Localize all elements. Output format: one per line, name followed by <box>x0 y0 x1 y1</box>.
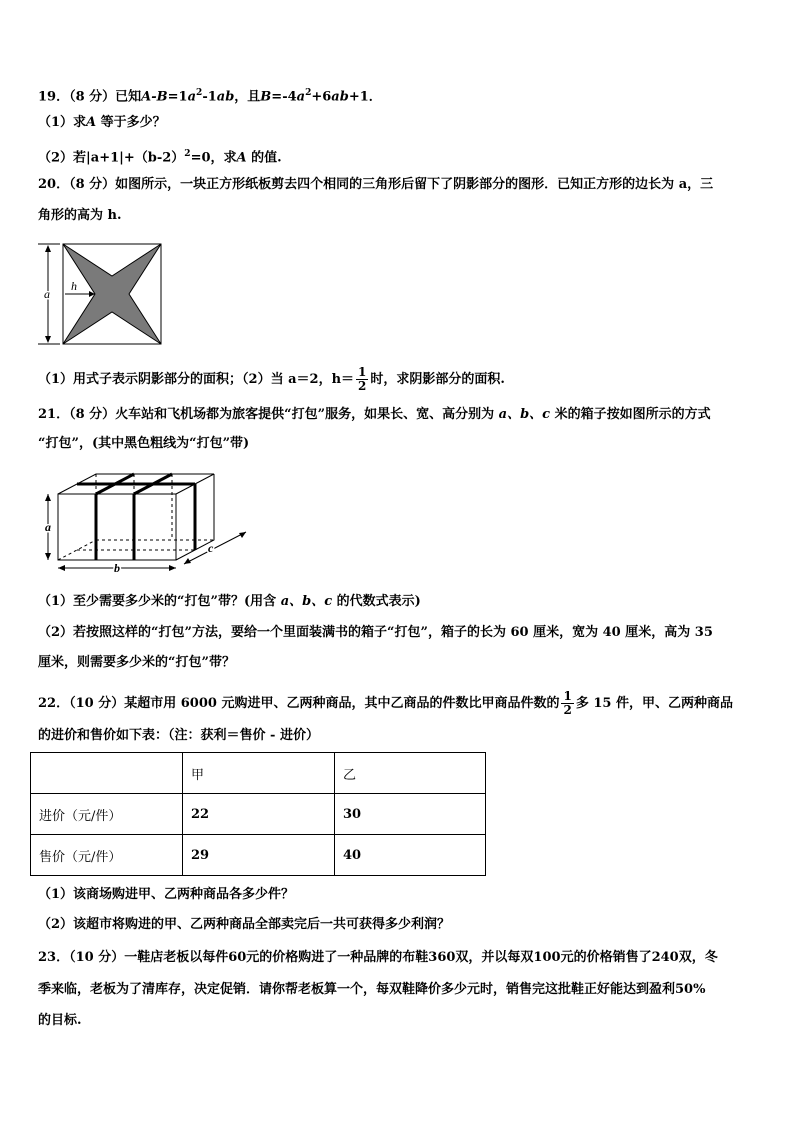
table-row <box>31 835 486 876</box>
q22-frac-num: 1 <box>563 689 572 703</box>
q21-line1-pre: 21．（8 分）火车站和飞机场都为旅客提供“打包”服务，如果长、宽、高分别为 <box>38 407 495 422</box>
table-header-row <box>31 753 486 794</box>
q22-line1-post: 多 15 件，甲、乙两种商品 <box>575 696 733 711</box>
q21-box-figure <box>38 462 258 578</box>
table-cell: 进价（元/件） <box>31 794 183 835</box>
q21-vars: a、b、c <box>498 407 551 422</box>
q21-label-a: a <box>45 520 51 534</box>
q20-star-figure <box>38 243 168 347</box>
q19-plus6: +6 <box>311 89 332 105</box>
q20-line1: 20．（8 分）如图所示，一块正方形纸板剪去四个相同的三角形后留下了阴影部分的图形．已知正方形的边长为 a，三 <box>38 177 714 192</box>
table-cell: 40 <box>335 835 486 876</box>
q21-part2-line1: （2）若按照这样的“打包”方法，要给一个里面装满书的箱子“打包”，箱子的长为 60 厘米，宽为 40 厘米，高为 35 <box>38 625 713 640</box>
q19-var-a: a <box>187 89 197 105</box>
q21-line2: “打包”，(其中黑色粗线为“打包”带) <box>38 436 250 451</box>
q19-sq: 2 <box>196 88 203 98</box>
table-cell: 售价（元/件） <box>31 835 183 876</box>
q19-part2-var: A <box>236 150 247 166</box>
q20-frac-num: 1 <box>358 365 367 379</box>
q20-label-a: a <box>44 287 50 301</box>
table-header-cell: 甲 <box>183 753 335 794</box>
q20-fraction <box>356 366 368 393</box>
q20-frac-den: 2 <box>358 379 367 393</box>
q19-sq2: 2 <box>305 88 312 98</box>
q22-line1 <box>38 690 733 717</box>
q22-line2: 的进价和售价如下表：（注：获利＝售价 - 进价） <box>38 728 319 743</box>
q21-part2-line2: 厘米，则需要多少米的“打包”带？ <box>38 655 235 670</box>
q21-part1-post: 的代数式表示) <box>336 594 421 609</box>
q19-tail: +1． <box>348 89 382 105</box>
q20-sub-post: 时，求阴影部分的面积. <box>370 372 505 387</box>
table-cell: 29 <box>183 835 335 876</box>
q19-ab2: ab <box>331 89 349 105</box>
table-header-cell <box>31 753 183 794</box>
q19-mid: ，且 <box>234 89 261 105</box>
q22-frac-den: 2 <box>563 703 572 717</box>
q22-line1-pre: 22．（10 分）某超市用 6000 元购进甲、乙两种商品，其中乙商品的件数比甲商品件数的 <box>38 696 560 711</box>
q21-part1-vars: a、b、c <box>280 594 333 609</box>
q19-part2-post: 的值. <box>246 150 282 166</box>
q19-part1-post: 等于多少？ <box>96 115 166 130</box>
q21-line1-post: 米的箱子按如图所示的方式 <box>554 407 711 422</box>
q21-part1-pre: （1）至少需要多少米的“打包”带？(用含 <box>38 594 277 609</box>
q23-line3: 的目标. <box>38 1013 82 1028</box>
q19-eq2: =-4 <box>271 89 297 105</box>
q19-part1-var: A <box>86 115 97 130</box>
q19-head: 19．（8 分）已知 <box>38 89 142 105</box>
q21-label-c: c <box>208 541 214 555</box>
table-row <box>31 794 486 835</box>
q22-part1: （1）该商场购进甲、乙两种商品各多少件？ <box>38 887 295 902</box>
table-header-cell: 乙 <box>335 753 486 794</box>
q23-line1: 23．（10 分）一鞋店老板以每件60元的价格购进了一种品牌的布鞋360双，并以每双100元的价格销售了240双，冬 <box>38 950 718 965</box>
table-cell: 30 <box>335 794 486 835</box>
q19-expr: A-B <box>141 89 168 105</box>
q20-line2: 角形的高为 h. <box>38 208 122 223</box>
q20-subquestions <box>38 366 505 393</box>
q21-line1 <box>38 406 711 424</box>
table-cell: 22 <box>183 794 335 835</box>
q22-fraction <box>561 690 573 717</box>
q21-part1 <box>38 593 421 611</box>
q20-label-h: h <box>71 279 77 293</box>
q19-minus1: -1 <box>202 89 217 105</box>
q19-part2 <box>38 145 282 167</box>
q19-var-a2: a <box>296 89 306 105</box>
q22-part2: （2）该超市将购进的甲、乙两种商品全部卖完后一共可获得多少利润？ <box>38 917 451 932</box>
q19-B: B <box>260 89 272 105</box>
q19-ab: ab <box>216 89 235 105</box>
q19-eq1: =1 <box>167 89 188 105</box>
q19-part2-mid: =0，求 <box>190 150 237 166</box>
q20-sub-pre: （1）用式子表示阴影部分的面积；（2）当 a＝2，h＝ <box>38 372 355 387</box>
q19-statement <box>38 84 382 106</box>
q19-part1-pre: （1）求 <box>38 115 87 130</box>
q21-label-b: b <box>114 561 120 575</box>
q19-part2-sup: 2 <box>184 149 191 159</box>
q22-price-table <box>30 752 486 876</box>
q19-part2-pre: （2）若|a+1|+（b-2） <box>38 150 185 166</box>
q23-line2: 季来临，老板为了清库存，决定促销．请你帮老板算一个，每双鞋降价多少元时，销售完这批鞋正好能达到盈利50% <box>38 982 706 997</box>
q19-part1 <box>38 114 166 132</box>
